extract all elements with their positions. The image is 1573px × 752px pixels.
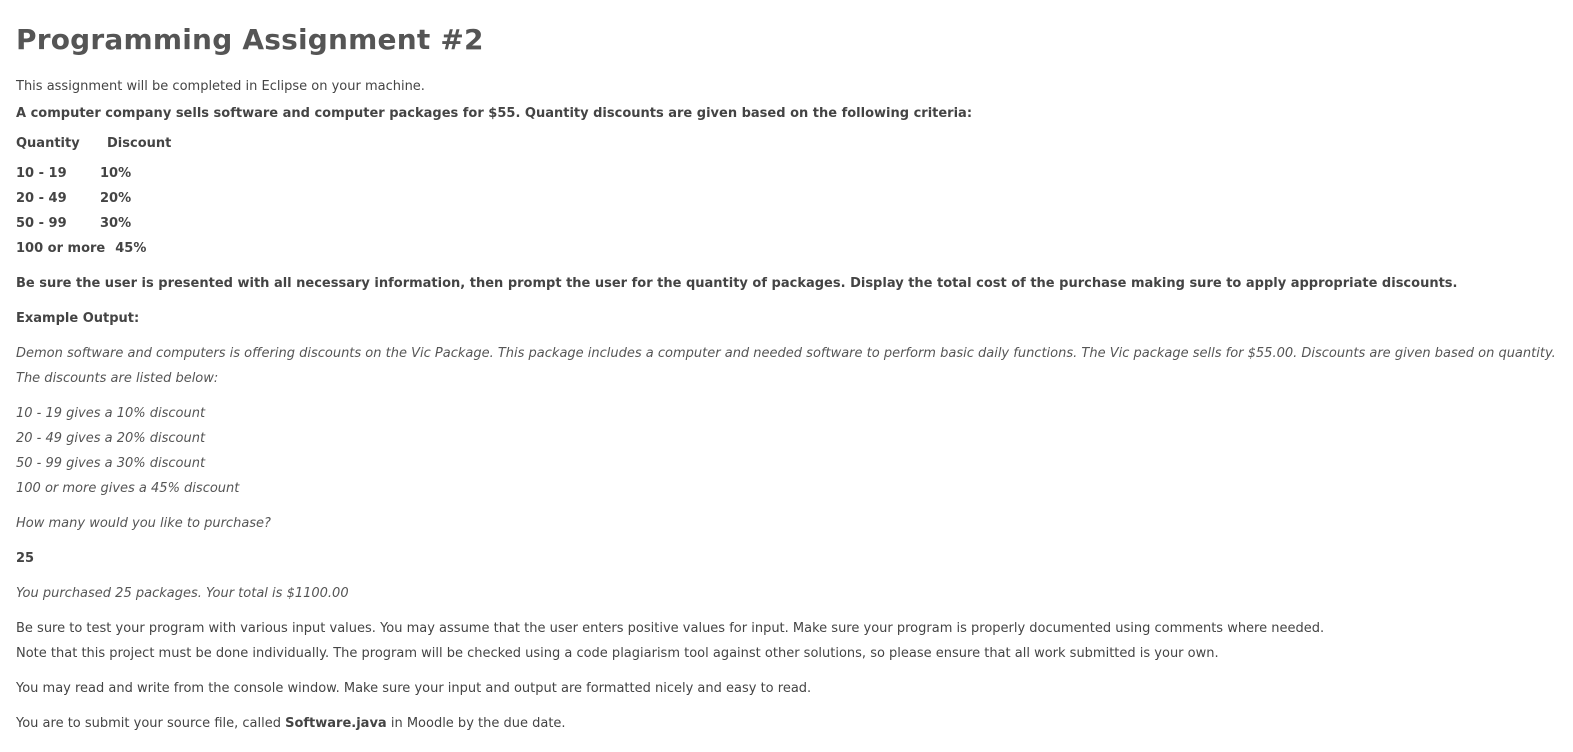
instruction-text: Be sure the user is presented with all necessary information, then prompt the user for the quantity of packages. Display the total cost of the purchase making sure to apply appropriate discounts. (16, 276, 1458, 291)
list-item: 20 - 49 gives a 20% discount (16, 431, 206, 446)
discount-header: Discount (107, 136, 172, 151)
list-item: 100 or more gives a 45% discount (16, 481, 240, 496)
submission-note (16, 711, 1561, 736)
discount-cell: 30% (100, 216, 132, 231)
note-testing: Be sure to test your program with various input values. You may assume that the user enters positive values for input. Make sure your program is properly documented using comments where needed. (16, 621, 1325, 636)
problem-statement: A computer company sells software and computer packages for $55. Quantity discounts are given based on the following criteria: (16, 106, 973, 121)
discount-table-header (16, 136, 1561, 151)
submit-text-after: in Moodle by the due date. (386, 716, 566, 731)
note-plagiarism: Note that this project must be done individually. The program will be checked using a code plagiarism tool against other solutions, so please ensure that all work submitted is your own. (16, 646, 1219, 661)
table-row (16, 211, 1561, 236)
submit-text-before: You are to submit your source file, called (16, 716, 286, 731)
discount-cell: 10% (100, 166, 132, 181)
example-result: You purchased 25 packages. Your total is $1100.00 (16, 586, 349, 601)
table-row (16, 236, 1561, 261)
example-prompt: How many would you like to purchase? (16, 516, 271, 531)
submit-filename: Software.java (285, 716, 387, 731)
quantity-header: Quantity (16, 136, 80, 151)
console-note: You may read and write from the console window. Make sure your input and output are formatted nicely and easy to read. (16, 681, 812, 696)
quantity-cell: 20 - 49 (16, 191, 67, 206)
table-row (16, 186, 1561, 211)
discount-cell: 45% (115, 241, 147, 256)
example-discount-list (16, 401, 1561, 501)
intro-text: This assignment will be completed in Eclipse on your machine. (16, 79, 425, 94)
quantity-cell: 10 - 19 (16, 166, 67, 181)
discount-cell: 20% (100, 191, 132, 206)
example-output-label: Example Output: (16, 311, 140, 326)
quantity-cell: 50 - 99 (16, 216, 67, 231)
list-item: 10 - 19 gives a 10% discount (16, 406, 206, 421)
table-row (16, 161, 1561, 186)
page-title: Programming Assignment #2 (16, 23, 484, 56)
example-input: 25 (16, 551, 35, 566)
discount-table (16, 161, 1561, 261)
quantity-cell: 100 or more (16, 241, 106, 256)
example-paragraph: Demon software and computers is offering discounts on the Vic Package. This package includes a computer and needed software to perform basic daily functions. The Vic package sells for $55.00. Discounts are given based on quantity. The discounts are listed below: (16, 346, 1556, 386)
list-item: 50 - 99 gives a 30% discount (16, 456, 206, 471)
